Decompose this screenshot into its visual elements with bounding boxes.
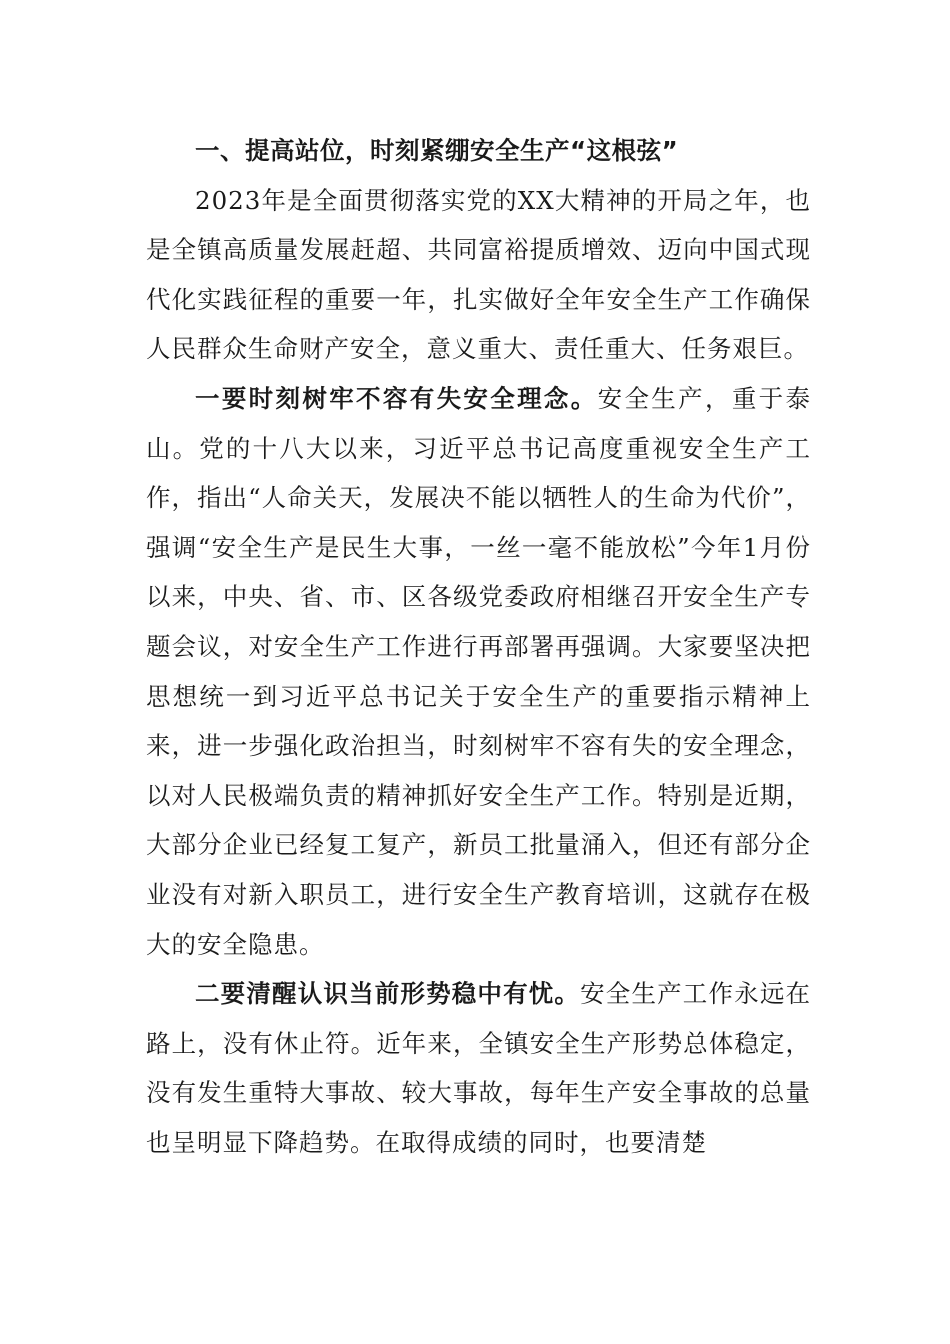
paragraph-text: 安全生产工作永远在路上，没有休止符。近年来，全镇安全生产形势总体稳定，没有发生重特大事故、较大事故，每年生产安全事故的总量也呈明显下降趋势。在取得成绩的同时，也要清楚 <box>146 979 811 1157</box>
paragraph-point-two <box>146 969 811 1167</box>
paragraph-lead: 一要时刻树牢不容有失安全理念。 <box>195 383 598 413</box>
paragraph-intro <box>146 176 811 374</box>
paragraph-lead: 二要清醒认识当前形势稳中有忧。 <box>195 979 581 1009</box>
document-body <box>146 126 811 1167</box>
paragraph-text: 2023年是全面贯彻落实党的XX大精神的开局之年，也是全镇高质量发展赶超、共同富裕提质增效、迈向中国式现代化实践征程的重要一年，扎实做好全年安全生产工作确保人民群众生命财产安全，意义重大、责任重大、任务艰巨。 <box>146 185 811 364</box>
paragraph-point-one <box>146 374 811 969</box>
paragraph-text: 安全生产，重于泰山。党的十八大以来，习近平总书记高度重视安全生产工作，指出“人命关天，发展决不能以牺牲人的生命为代价”，强调“安全生产是民生大事，一丝一毫不能放松”今年1月份以来，中央、省、市、区各级党委政府相继召开安全生产专题会议，对安全生产工作进行再部署再强调。大家要坚决把思想统一到习近平总书记关于安全生产的重要指示精神上来，进一步强化政治担当，时刻树牢不容有失的安全理念，以对人民极端负责的精神抓好安全生产工作。特别是近期，大部分企业已经复工复产，新员工批量涌入，但还有部分企业没有对新入职员工，进行安全生产教育培训，这就存在极大的安全隐患。 <box>146 383 812 959</box>
section-heading: 一、提高站位，时刻紧绷安全生产“这根弦” <box>195 136 679 165</box>
